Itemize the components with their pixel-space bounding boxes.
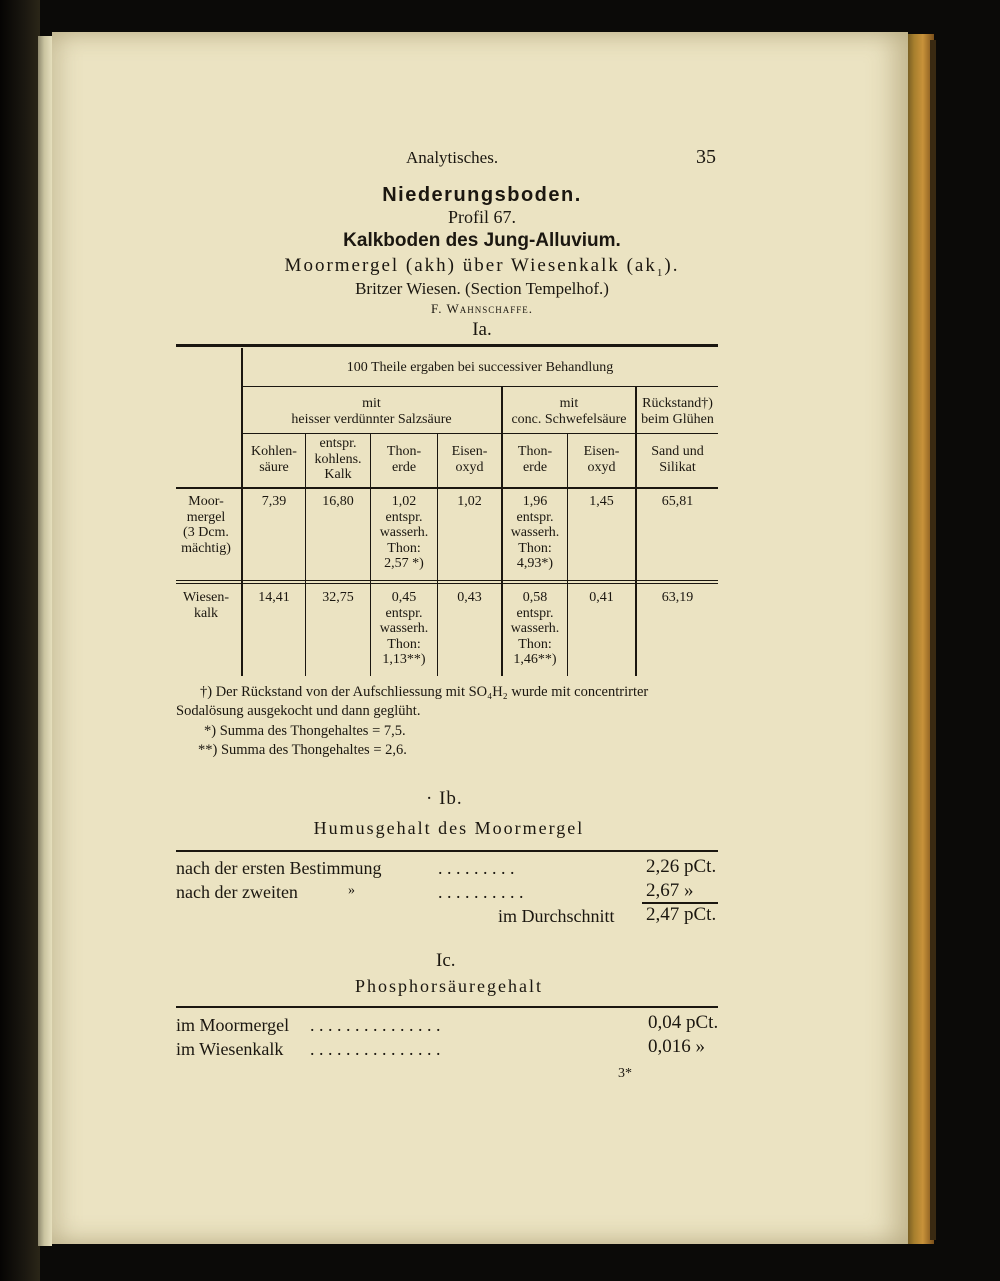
average-label: im Durchschnitt [498,906,615,926]
section-ib-title: Humusgehalt des Moormergel [313,818,585,838]
location: Britzer Wiesen. (Section Tempelhof.) [355,279,609,298]
group-header-residue [637,396,718,427]
footnote-doublestar: **) Summa des Thongehaltes = 2,6. [198,742,407,758]
row-label [172,494,240,556]
footnote-star: *) Summa des Thongehaltes = 7,5. [204,723,406,739]
column-header-line: Kohlen- [251,444,297,459]
group-header-line: Rückstand†) [642,396,713,411]
column-header [371,444,437,475]
column-header-line: säure [259,459,289,475]
table-cell: 14,41 [258,590,290,605]
description-subscript: 1 [656,266,665,279]
cell-line: 1,02 [391,494,417,509]
section-ic-title: Phosphorsäuregehalt [355,976,543,996]
table-top-header: 100 Theile ergaben bei successiver Behandlung [346,360,614,375]
column-header [637,444,718,475]
column-header [438,444,501,475]
row-label-line: kalk [193,605,219,621]
description-text: Moormergel (akh) über Wiesenkalk (ak [284,255,657,276]
group-header-hcl [242,396,501,427]
cell-line: Thon: [387,636,421,652]
profile-label: Profil 67. [447,207,516,227]
footnote-dagger-cont: Sodalösung ausgekocht und dann geglüht. [176,703,421,719]
column-header [568,444,635,475]
cell-line: Thon: [518,636,552,652]
column-header-line: kohlens. [314,451,362,467]
cell-line: 1,13**) [382,652,426,667]
profile-subtitle: Kalkboden des Jung-Alluvium. [343,230,621,251]
description-end: ). [664,255,680,276]
column-header-line: erde [391,459,417,475]
table-cell: 0,43 [457,590,482,605]
cell-line: 1,46**) [513,652,557,667]
section-ic-label: Ic. [436,950,456,971]
signature-mark: 3* [618,1066,632,1081]
column-header-line: Eisen- [583,444,620,459]
column-header-line: oxyd [587,459,616,475]
column-header-line: Thon- [386,444,422,459]
group-header-line: heisser verdünnter Salzsäure [291,411,452,427]
humus-value: 2,26 pCt. [646,856,717,877]
column-header [306,436,370,483]
humus-label: nach der ersten Bestimmung [176,858,382,878]
cell-line: 4,93*) [516,556,554,571]
table-top-rule [176,344,718,347]
book-spine-shadow [0,0,40,1281]
group-header-h2so4 [503,396,635,427]
cell-line: wasserh. [379,621,429,636]
table-cell [371,590,437,668]
cell-line: 0,45 [391,590,417,605]
section-ib-label: · Ib. [426,788,463,809]
page-title: Niederungsboden. [382,184,582,206]
cell-line: wasserh. [379,525,429,540]
humus-value: 2,67 » [646,880,694,901]
phosphor-label: im Moormergel [176,1015,290,1035]
row-label [172,590,240,621]
header-rule-1 [242,386,718,387]
group-header-line: beim Glühen [641,411,714,427]
footnote-dagger: †) Der Rückstand von der Aufschliessung mit SO₄H₂ wurde mit concentrirter [200,684,649,700]
average-value: 2,47 pCt. [646,904,717,925]
column-header-line: entspr. [319,436,357,451]
table-cell: 16,80 [322,494,354,509]
cell-line: 0,58 [522,590,548,605]
header-rule-2 [242,433,718,434]
row-label-line: mergel [186,509,226,525]
group-header-line: mit [362,396,381,411]
column-header-line: erde [522,459,548,475]
table-cell: 32,75 [322,590,354,605]
left-page-edge [38,36,52,1246]
cell-line: entspr. [385,605,423,621]
column-header-line: Silikat [659,459,696,475]
row-label-line: Wiesen- [182,590,230,605]
cell-line: 1,96 [522,494,548,509]
page [52,32,908,1244]
table-cell: 1,45 [589,494,614,509]
ditto-mark: » [348,883,355,898]
page-number: 35 [696,146,716,168]
column-header [243,444,305,475]
phosphor-value: 0,016 » [648,1036,705,1057]
section-ic-rule [176,1006,718,1008]
phosphor-value: 0,04 pCt. [648,1012,719,1033]
cell-line: entspr. [516,605,554,621]
row-label-line: Moor- [188,494,224,509]
table-cell: 7,39 [261,494,287,509]
column-header-line: Thon- [517,444,553,459]
cell-line: Thon: [387,540,421,556]
phosphor-label: im Wiesenkalk [176,1039,284,1059]
column-header-line: oxyd [455,459,484,475]
row-label-line: mächtig) [181,540,231,556]
leader-dots: . . . . . . . . . . . . . . . [310,1015,441,1035]
table-cell: 65,81 [661,494,694,509]
table-cell: 63,19 [661,590,694,605]
table-cell [503,494,567,572]
column-header-line: Kalk [324,467,352,482]
leader-dots: . . . . . . . . . . . . . . . [310,1039,441,1059]
column-header [503,444,567,475]
group-header-line: conc. Schwefelsäure [511,411,627,427]
table-cell: 0,41 [589,590,614,605]
leader-dots: . . . . . . . . . . [438,882,524,902]
section-ia-label: Ia. [472,319,492,340]
running-title: Analytisches. [406,148,499,167]
row-label-line: (3 Dcm. [183,525,229,540]
cell-line: Thon: [518,540,552,556]
table-cell [371,494,437,572]
cell-line: wasserh. [510,621,560,636]
section-ib-rule [176,850,718,852]
cell-line: wasserh. [510,525,560,540]
leader-dots: . . . . . . . . . [438,858,515,878]
book-cover-edge [930,40,936,1240]
profile-description [172,255,792,279]
vrule-6 [635,386,637,676]
table-cell [503,590,567,668]
column-header-line: Eisen- [451,444,488,459]
cell-line: 2,57 *) [384,556,424,571]
table-cell: 1,02 [457,494,482,509]
author: F. Wahnschaffe. [431,301,533,316]
column-header-line: Sand und [651,444,704,459]
humus-label: nach der zweiten [176,882,298,902]
cell-line: entspr. [385,509,423,525]
group-header-line: mit [559,396,579,411]
cell-line: entspr. [516,509,554,525]
